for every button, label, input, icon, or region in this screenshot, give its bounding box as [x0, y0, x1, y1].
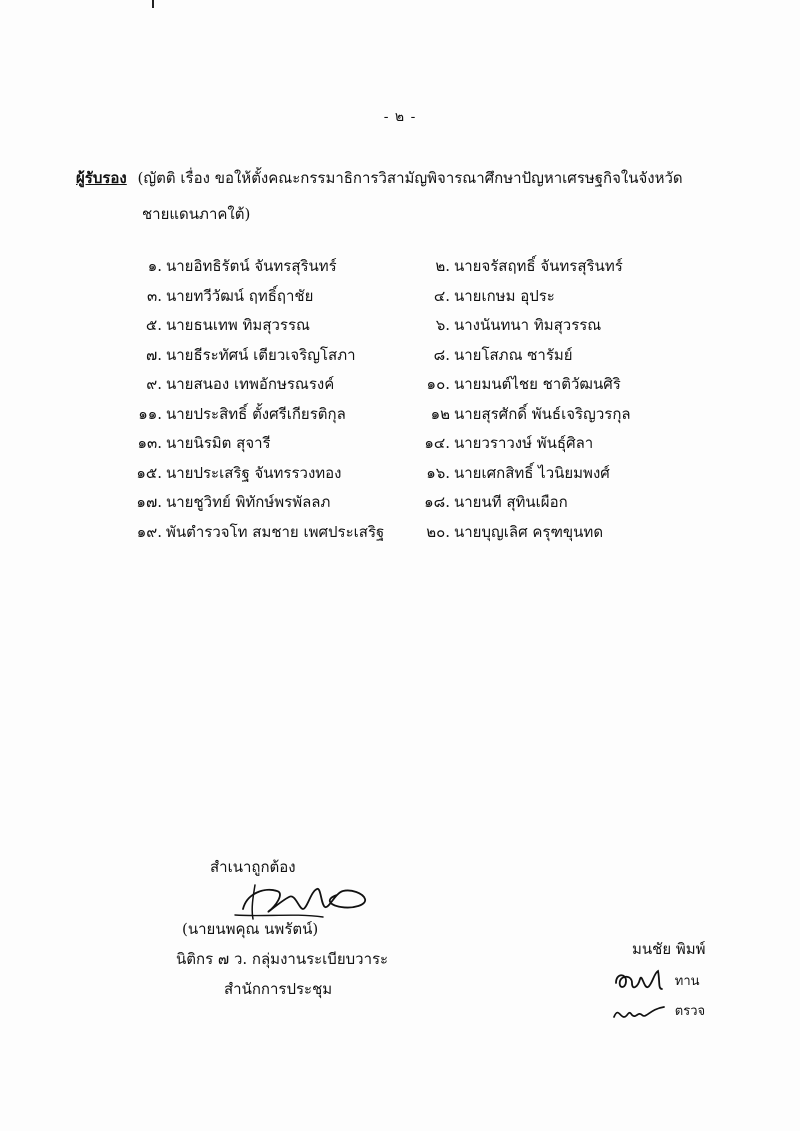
endorser-row: [0, 313, 800, 343]
typed-line: [610, 967, 730, 997]
endorser-name: นายธีระทัศน์ เตียวเจริญโสภา: [166, 345, 356, 364]
page-number: - ๒ -: [383, 109, 417, 125]
endorser-entry: [128, 520, 388, 544]
endorser-entry: [416, 343, 716, 367]
endorser-entry: [128, 343, 388, 367]
endorser-row: [0, 431, 800, 461]
typist-initials: [610, 967, 670, 995]
certification-block: [176, 855, 420, 1001]
endorser-entry: [416, 402, 716, 426]
endorser-name: นายชูวิทย์ พิทักษ์พรพัลลภ: [166, 493, 331, 511]
endorser-list: [0, 254, 800, 549]
typed-label: ทาน: [674, 974, 700, 989]
motion-header: [76, 160, 716, 232]
endorser-number: ๑๗.: [136, 493, 162, 511]
endorser-name: นางนันทนา ทิมสุวรรณ: [454, 316, 602, 334]
endorser-name: นายเศกสิทธิ์ ไวนิยมพงศ์: [454, 463, 610, 482]
endorser-name: นายมนต์ไชย ชาติวัฒนศิริ: [454, 375, 621, 393]
endorser-entry: [416, 461, 716, 485]
header-line-1: [76, 160, 716, 196]
typist-block: [610, 937, 730, 1027]
endorser-number: ๙.: [146, 375, 162, 393]
endorser-entry: [128, 372, 388, 396]
endorser-entry: [128, 313, 388, 337]
checker-initials: [610, 997, 670, 1025]
endorser-entry: [416, 372, 716, 396]
endorser-number: ๖.: [435, 316, 450, 334]
endorser-number: ๑๖.: [426, 463, 450, 482]
endorser-number: ๑๔.: [424, 434, 450, 452]
endorser-name: นายทวีวัฒน์ ฤทธิ์ฤาชัย: [166, 286, 314, 305]
endorser-name: นายสนอง เทพอักษรณรงค์: [166, 375, 335, 393]
endorser-number: ๑๘.: [424, 493, 450, 511]
endorser-number: ๔.: [433, 286, 450, 305]
endorser-row: [0, 284, 800, 314]
endorser-entry: [416, 284, 716, 308]
endorser-entry: [416, 431, 716, 455]
endorser-name: นายวราวงษ์ พันธุ์ศิลา: [454, 434, 594, 452]
endorser-row: [0, 254, 800, 284]
endorser-number: ๑๓.: [137, 434, 162, 452]
endorser-number: ๑๑.: [138, 404, 162, 423]
endorser-name: นายประเสริฐ จันทรรวงทอง: [166, 463, 342, 482]
endorser-number: ๑๙.: [136, 522, 162, 541]
endorser-entry: [416, 313, 716, 337]
endorser-number: ๒.: [435, 257, 450, 275]
endorser-entry: [416, 254, 716, 278]
endorser-name: นายจรัสฤทธิ์ จันทรสุรินทร์: [454, 257, 623, 275]
endorser-name: นายนิรมิต สุจารี: [166, 434, 271, 452]
checked-line: [610, 997, 730, 1027]
endorser-number: ๗.: [145, 345, 162, 364]
endorser-number: ๓.: [146, 286, 162, 305]
endorser-name: นายประสิทธิ์ ตั้งศรีเกียรติกุล: [166, 404, 346, 423]
endorser-entry: [128, 490, 388, 514]
endorser-name: นายนที สุทินเผือก: [454, 493, 568, 511]
endorser-row: [0, 490, 800, 520]
endorser-entry: [416, 520, 716, 544]
endorser-entry: [128, 254, 388, 278]
endorser-row: [0, 343, 800, 373]
endorser-number: ๑.: [147, 257, 162, 275]
endorser-name: นายอิทธิรัตน์ จันทรสุรินทร์: [166, 257, 337, 275]
endorser-name: นายบุญเลิศ ครุฑขุนทด: [454, 522, 604, 541]
endorser-entry: [128, 284, 388, 308]
endorser-number: ๕.: [145, 316, 162, 334]
typist-name-line: [610, 937, 730, 967]
endorser-entry: [128, 461, 388, 485]
endorser-entry: [128, 431, 388, 455]
endorser-row: [0, 461, 800, 491]
endorser-name: นายธนเทพ ทิมสุวรรณ: [166, 316, 310, 334]
certifier-name: (นายนพคุณ นพรัตน์): [182, 920, 319, 938]
endorser-number: ๑๒: [430, 404, 450, 423]
endorser-name: พันตำรวจโท สมชาย เพศประเสริฐ: [166, 522, 385, 541]
endorser-row: [0, 402, 800, 432]
certifier-position: นิติกร ๗ ว. กลุ่มงานระเบียบวาระ: [176, 950, 389, 968]
endorser-row: [0, 520, 800, 550]
motion-title-line-2: ชายแดนภาคใต้): [142, 205, 251, 223]
endorser-number: ๑๐.: [426, 375, 450, 393]
scan-mark: [152, 0, 154, 8]
endorser-number: ๒๐.: [426, 522, 450, 541]
endorser-entry: [416, 490, 716, 514]
endorser-number: ๘.: [433, 345, 450, 364]
certified-copy-label: สำเนาถูกต้อง: [210, 858, 296, 876]
checked-label: ตรวจ: [674, 1004, 706, 1019]
endorser-name: นายโสภณ ซารัมย์: [454, 345, 573, 364]
endorser-number: ๑๕.: [136, 463, 162, 482]
motion-title-line-1: (ญัตติ เรื่อง ขอให้ตั้งคณะกรรมาธิการวิสามัญพิจารณาศึกษาปัญหาเศรษฐกิจในจังหวัด: [137, 169, 683, 187]
typist-name: มนชัย พิมพ์: [632, 940, 706, 958]
endorser-entry: [128, 402, 388, 426]
endorser-row: [0, 372, 800, 402]
endorser-name: นายเกษม อุประ: [454, 286, 555, 305]
endorser-name: นายสุรศักดิ์ พันธ์เจริญวรกุล: [454, 404, 631, 423]
endorsers-label: ผู้รับรอง: [76, 169, 127, 187]
certifier-office: สำนักการประชุม: [224, 980, 333, 998]
